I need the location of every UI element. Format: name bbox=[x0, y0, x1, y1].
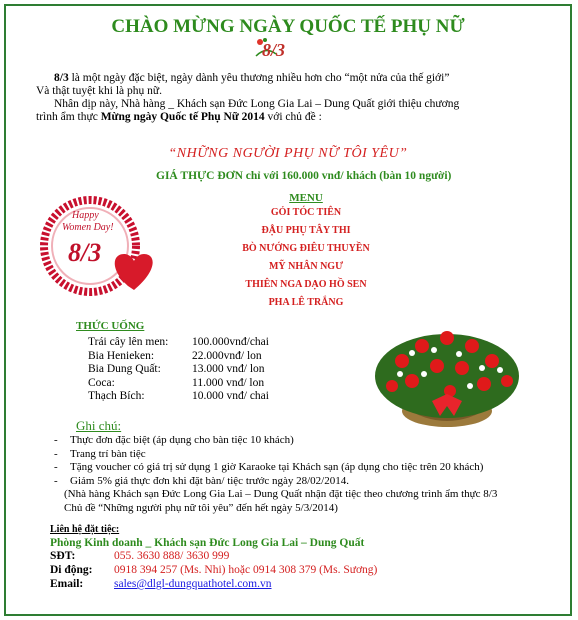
flyer-frame bbox=[4, 4, 572, 616]
notes-heading: Ghi chú: bbox=[76, 418, 122, 433]
badge-big: 8/3 bbox=[68, 238, 102, 267]
note-text: Tặng voucher có giá trị sử dụng 1 giờ Karaoke tại Khách sạn (áp dụng cho tiệc trên 20 khách) bbox=[70, 461, 484, 473]
bullet-dash: - bbox=[54, 434, 58, 446]
womens-day-badge bbox=[28, 186, 168, 306]
menu-item: PHA LÊ TRẮNG bbox=[268, 297, 344, 308]
note-item bbox=[50, 475, 560, 489]
contact-section bbox=[50, 524, 560, 591]
intro-line4-bold: Mừng ngày Quốc tế Phụ Nữ 2014 bbox=[100, 111, 265, 123]
badge-line1: Happy bbox=[72, 210, 99, 221]
contact-dept: Phòng Kinh doanh _ Khách sạn Đức Long Gia Lai – Dung Quất bbox=[50, 537, 365, 549]
menu-section bbox=[216, 192, 396, 312]
drink-name: Bia Dung Quất: bbox=[88, 363, 161, 375]
drinks-heading: THỨC UỐNG bbox=[76, 320, 145, 332]
intro-line2: Và thật tuyệt khi là phụ nữ. bbox=[36, 85, 163, 97]
flower-basket-image bbox=[362, 306, 532, 436]
menu-item: BÒ NƯỚNG ĐIÊU THUYỀN bbox=[242, 243, 370, 254]
email-link[interactable]: sales@dlgl-dungquathotel.com.vn bbox=[114, 578, 272, 590]
drink-price: 10.000 vnđ/ chai bbox=[192, 390, 269, 402]
note-text: Giảm 5% giá thực đơn khi đặt bàn/ tiệc trước ngày 28/02/2014. bbox=[70, 474, 349, 487]
sdt-label: SĐT: bbox=[50, 550, 76, 562]
intro-line1: là một ngày đặc biệt, ngày dành yêu thương nhiều hơn cho “một nửa của thế giới” bbox=[68, 72, 450, 84]
drink-name: Trái cây lên men: bbox=[88, 336, 169, 348]
theme-title: “NHỮNG NGƯỜI PHỤ NỮ TÔI YÊU” bbox=[168, 146, 408, 161]
bullet-dash: - bbox=[54, 447, 58, 460]
drink-name: Bia Henieken: bbox=[88, 349, 155, 362]
drink-price: 11.000 vnđ/ lon bbox=[192, 376, 265, 389]
menu-item: THIÊN NGA DẠO HỒ SEN bbox=[245, 279, 367, 290]
drink-row bbox=[88, 350, 338, 364]
notes-footer2: Chủ đề “Những người phụ nữ tôi yêu” đến hết ngày 5/3/2014) bbox=[64, 502, 338, 514]
drink-price: 13.000 vnđ/ lon bbox=[192, 363, 265, 375]
drink-name: Coca: bbox=[88, 376, 115, 389]
notes-footer1: (Nhà hàng Khách sạn Đức Long Gia Lai – Dung Quất nhận đặt tiệc theo chương trình ẩm thực 8/3 bbox=[64, 488, 498, 500]
bullet-dash: - bbox=[54, 474, 58, 487]
flower-basket-icon bbox=[362, 306, 532, 436]
drink-row bbox=[88, 390, 338, 404]
menu-heading: MENU bbox=[289, 192, 323, 204]
menu-item: MỸ NHÂN NGƯ bbox=[268, 261, 344, 272]
drink-price: 22.000vnđ/ lon bbox=[192, 349, 262, 362]
note-text: Thực đơn đặc biệt (áp dụng cho bàn tiệc 10 khách) bbox=[70, 434, 294, 446]
drinks-list bbox=[88, 336, 338, 404]
price-line: GIÁ THỰC ĐƠN chỉ với 160.000 vnđ/ khách (bàn 10 người) bbox=[156, 170, 452, 182]
logo-83-text: 8/3 bbox=[262, 40, 286, 60]
drink-name: Thạch Bích: bbox=[88, 390, 145, 402]
badge-line2: Women Day! bbox=[62, 222, 114, 233]
contact-heading: Liên hệ đặt tiệc: bbox=[50, 524, 120, 535]
intro-date: 8/3 bbox=[54, 72, 69, 84]
intro-paragraph bbox=[36, 72, 556, 124]
bullet-dash: - bbox=[54, 461, 58, 473]
email-label: Email: bbox=[50, 578, 84, 590]
note-item bbox=[50, 461, 560, 475]
sdt-value: 055. 3630 888/ 3630 999 bbox=[114, 550, 230, 562]
menu-item: GỎI TÓC TIÊN bbox=[270, 207, 342, 218]
mobile-label: Di động: bbox=[50, 564, 93, 576]
drink-price: 100.000vnđ/chai bbox=[192, 336, 269, 348]
menu-item: ĐẬU PHỤ TÂY THI bbox=[261, 225, 351, 236]
drink-row bbox=[88, 363, 338, 377]
logo-83 bbox=[252, 36, 298, 64]
menu-list bbox=[216, 204, 396, 312]
notes-list bbox=[50, 434, 560, 488]
intro-line4-pre: trình ẩm thực bbox=[36, 111, 101, 123]
note-item bbox=[50, 434, 560, 448]
note-text: Trang trí bàn tiệc bbox=[70, 447, 146, 460]
intro-line4-post: với chủ đề : bbox=[264, 111, 322, 123]
page-title: CHÀO MỪNG NGÀY QUỐC TẾ PHỤ NỮ bbox=[111, 16, 465, 37]
intro-line3: Nhân dịp này, Nhà hàng _ Khách sạn Đức Long Gia Lai – Dung Quất giới thiệu chương bbox=[54, 98, 460, 110]
drink-row bbox=[88, 336, 338, 350]
drink-row bbox=[88, 377, 338, 391]
mobile-value: 0918 394 257 (Ms. Nhi) hoặc 0914 308 379 (Ms. Sương) bbox=[114, 564, 378, 576]
note-item bbox=[50, 448, 560, 462]
